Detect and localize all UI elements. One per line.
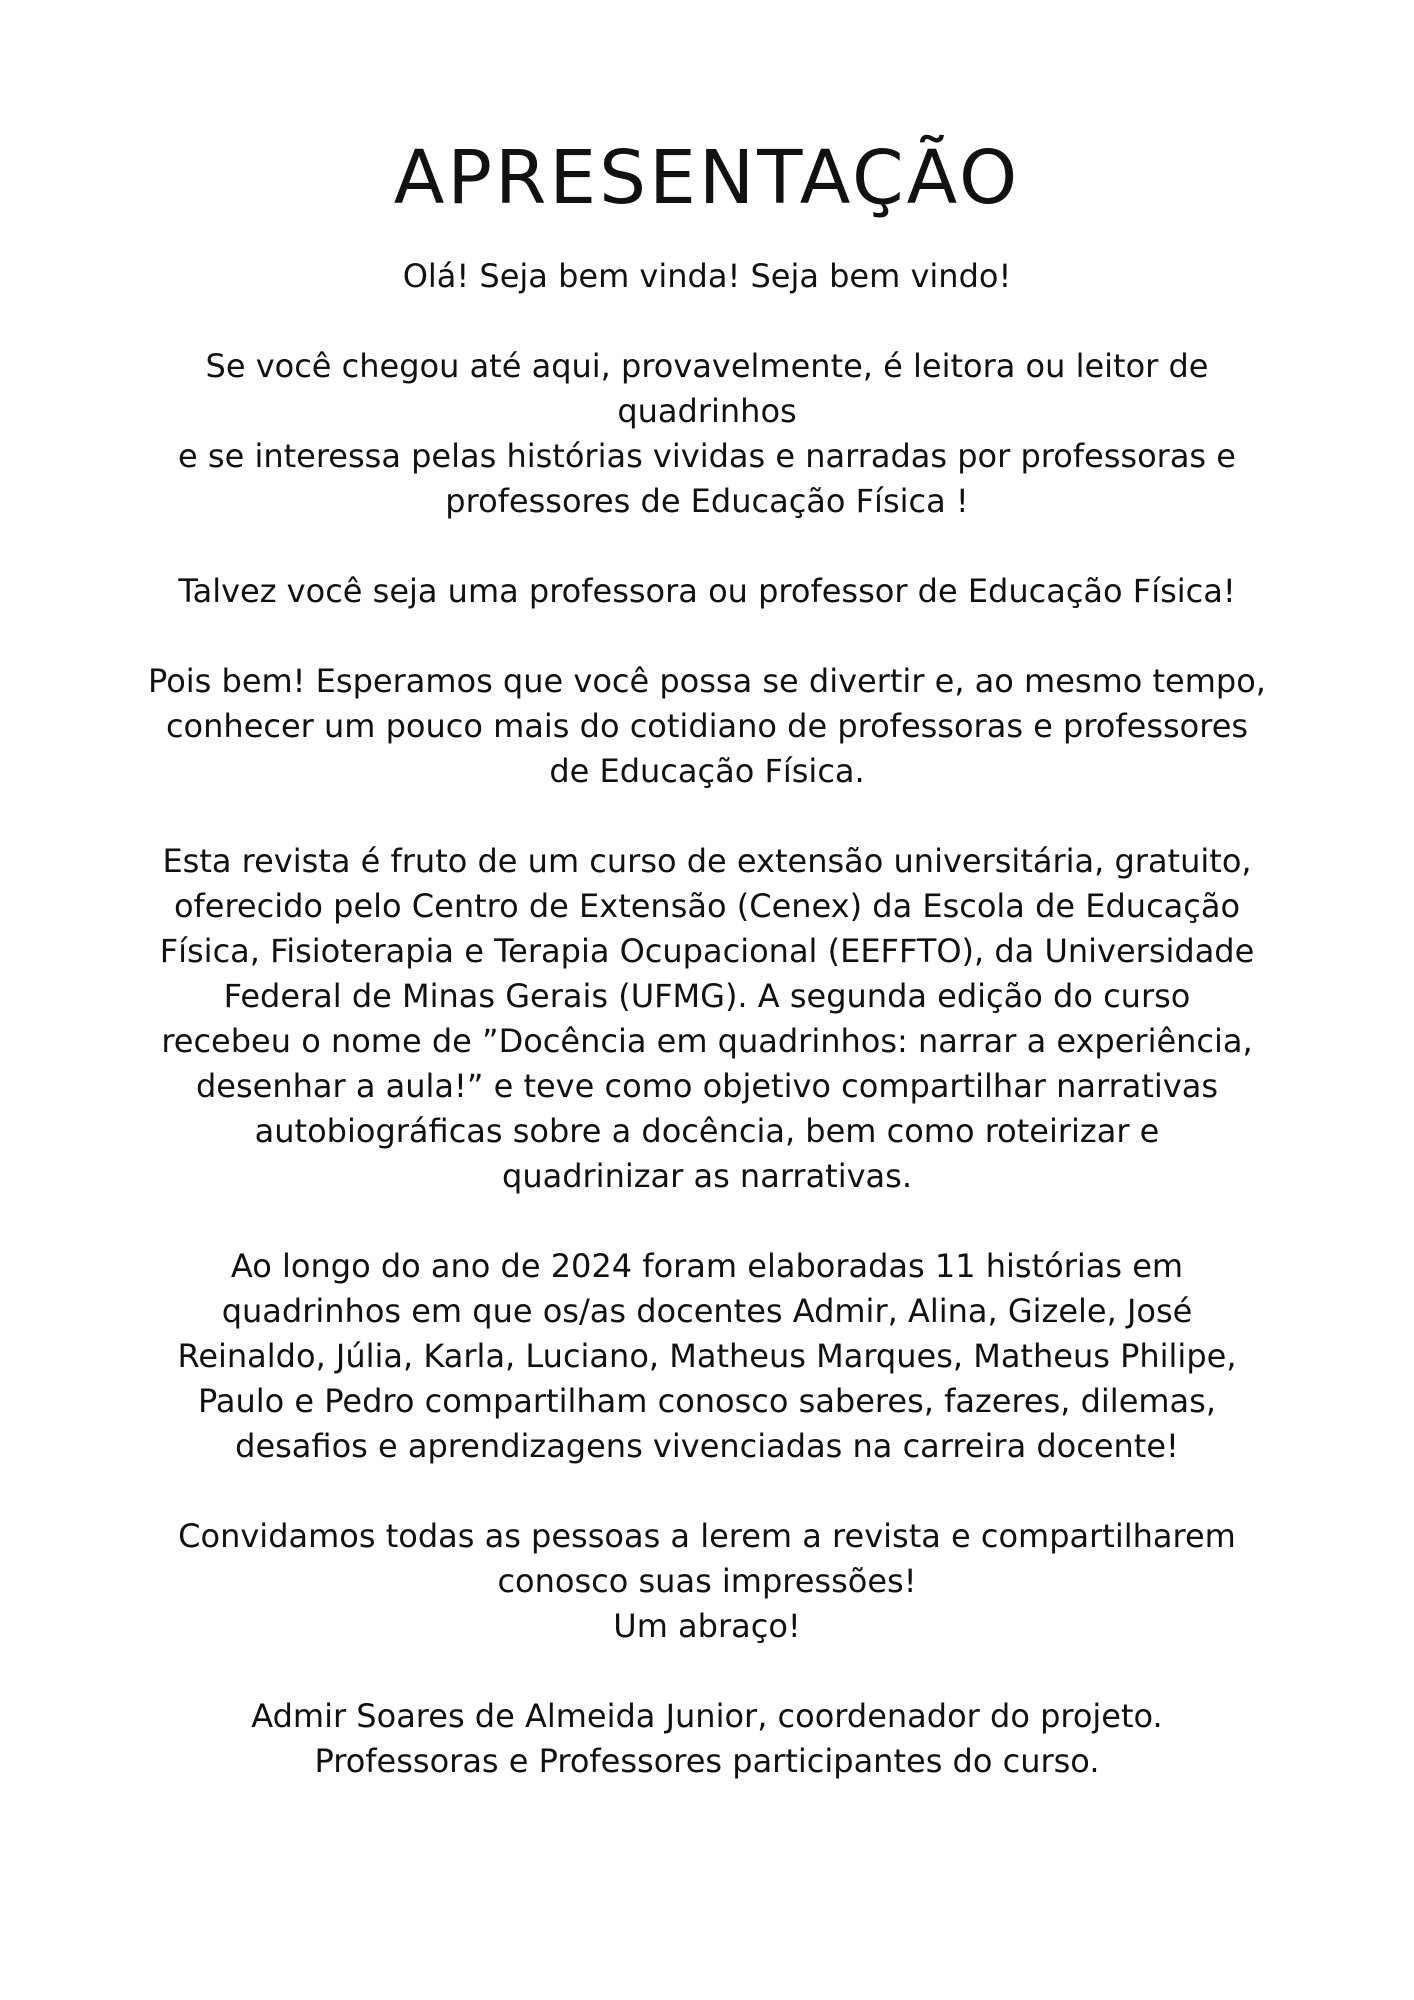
text-line: conosco suas impressões! xyxy=(497,1562,917,1600)
text-line: Admir Soares de Almeida Junior, coordenador do projeto. xyxy=(251,1697,1163,1735)
text-line: conhecer um pouco mais do cotidiano de professoras e professores xyxy=(165,707,1249,745)
page-title: APRESENTAÇÃO xyxy=(393,135,1021,221)
text-line: desenhar a aula!” e teve como objetivo compartilhar narrativas xyxy=(195,1067,1219,1105)
text-line: Se você chegou até aqui, provavelmente, é leitora ou leitor de xyxy=(205,347,1209,385)
text-line: Ao longo do ano de 2024 foram elaboradas 11 histórias em xyxy=(230,1247,1184,1285)
text-line: Convidamos todas as pessoas a lerem a revista e compartilharem xyxy=(178,1517,1236,1555)
text-line: professores de Educação Física ! xyxy=(445,482,969,520)
text-line: Olá! Seja bem vinda! Seja bem vindo! xyxy=(402,257,1012,295)
text-line: recebeu o nome de ”Docência em quadrinhos: narrar a experiência, xyxy=(161,1022,1253,1060)
text-line: quadrinizar as narrativas. xyxy=(502,1157,912,1195)
text-line: Pois bem! Esperamos que você possa se divertir e, ao mesmo tempo, xyxy=(148,662,1266,700)
text-line: Professoras e Professores participantes do curso. xyxy=(314,1742,1100,1780)
text-line: Reinaldo, Júlia, Karla, Luciano, Matheus Marques, Matheus Philipe, xyxy=(177,1337,1237,1375)
text-line: e se interessa pelas histórias vividas e narradas por professoras e xyxy=(178,437,1236,475)
text-line: autobiográficas sobre a docência, bem como roteirizar e xyxy=(254,1112,1160,1150)
text-line: quadrinhos em que os/as docentes Admir, Alina, Gizele, José xyxy=(221,1292,1193,1330)
text-line: Paulo e Pedro compartilham conosco saberes, fazeres, dilemas, xyxy=(198,1382,1216,1420)
text-line xyxy=(100,1649,1314,1694)
text-line xyxy=(100,524,1314,569)
text-line: Física, Fisioterapia e Terapia Ocupacional (EEFFTO), da Universidade xyxy=(159,932,1255,970)
text-line xyxy=(100,299,1314,344)
text-line: Esta revista é fruto de um curso de extensão universitária, gratuito, xyxy=(162,842,1252,880)
text-line xyxy=(100,1469,1314,1514)
text-line xyxy=(100,1199,1314,1244)
text-line xyxy=(100,794,1314,839)
text-line: Um abraço! xyxy=(613,1607,801,1645)
text-line xyxy=(100,614,1314,659)
text-line: de Educação Física. xyxy=(549,752,865,790)
text-line: desafios e aprendizagens vivenciadas na carreira docente! xyxy=(235,1427,1179,1465)
text-line: Talvez você seja uma professora ou professor de Educação Física! xyxy=(178,572,1236,610)
body-text xyxy=(100,254,1314,1784)
text-line: oferecido pelo Centro de Extensão (Cenex) da Escola de Educação xyxy=(173,887,1241,925)
text-line: Federal de Minas Gerais (UFMG). A segunda edição do curso xyxy=(223,977,1191,1015)
text-line: quadrinhos xyxy=(617,392,797,430)
